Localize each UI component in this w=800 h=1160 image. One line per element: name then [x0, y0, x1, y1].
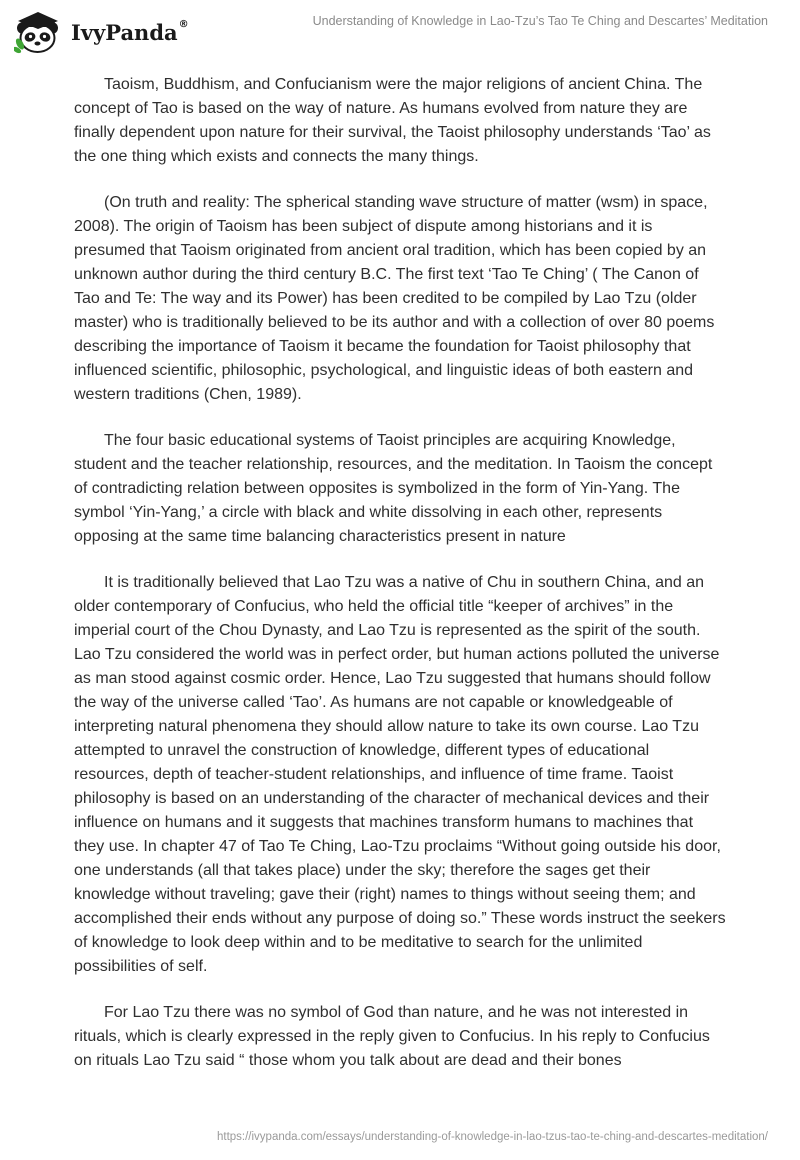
paragraph: (On truth and reality: The spherical standing wave structure of matter (wsm) in space, 2008). The origin of Taoism has been subject of dispute among historians and it is presumed that Taoism originated from ancient oral tradition, which has been copied by an unknown author during the third century B.C. The first text ‘Tao Te Ching’ ( The Canon of Tao and Te: The way and its Power) has been credited to be compiled by Lao Tzu (older master) who is traditionally believed to be its author and with a collection of over 80 poems describing the importance of Taoism it became the foundation for Taoist philosophy that influenced scientific, philosophic, psychological, and linguistic ideas of both eastern and western traditions (Chen, 1989).	[74, 194, 715, 403]
essay-body	[74, 73, 726, 1095]
paragraph: The four basic educational systems of Taoist principles are acquiring Knowledge, student and the teacher relationship, resources, and the meditation. In Taoism the concept of contradicting relation between opposites is symbolized in the form of Yin-Yang. The symbol ‘Yin-Yang,’ a circle with black and white dissolving in each other, represents opposing at the same time balancing characteristics present in nature	[74, 432, 713, 545]
panda-graduation-cap-icon	[14, 8, 66, 54]
paragraph: It is traditionally believed that Lao Tzu was a native of Chu in southern China, and an older contemporary of Confucius, who held the official title “keeper of archives” in the imperial court of the Chou Dynasty, and Lao Tzu is represented as the spirit of the south. Lao Tzu considered the world was in perfect order, but human actions polluted the universe as man stood against cosmic order. Hence, Lao Tzu suggested that humans should follow the way of the universe called ‘Tao’. As humans are not capable or knowledgeable of interpreting natural phenomena they should allow nature to take its own course. Lao Tzu attempted to unravel the construction of knowledge, different types of educational resources, depth of teacher-student relationships, and influence of time frame. Taoist philosophy is based on an understanding of the character of mechanical devices and their influence on humans and it suggests that machines transform humans to machines that they use. In chapter 47 of Tao Te Ching, Lao-Tzu proclaims “Without going outside his door, one understands (all that takes place) under the sky; therefore the sages get their knowledge without traveling; gave their (right) names to things without seeing them; and accomplished their ends without any purpose of doing so.” These words instruct the seekers of knowledge to look deep within and to be meditative to search for the unlimited possibilities of self.	[74, 574, 726, 975]
trademark-symbol: ®	[178, 19, 189, 30]
ivypanda-logo[interactable]	[14, 8, 214, 56]
page-header	[0, 0, 800, 60]
brand-name: IvyPanda®	[71, 19, 189, 45]
document-title: Understanding of Knowledge in Lao-Tzu’s Tao Te Ching and Descartes’ Meditation	[312, 14, 768, 28]
paragraph: Taoism, Buddhism, and Confucianism were the major religions of ancient China. The concept of Tao is based on the way of nature. As humans evolved from nature they are finally dependent upon nature for their survival, the Taoist philosophy understands ‘Tao’ as the one thing which exists and connects the many things.	[74, 76, 711, 165]
source-url-link[interactable]: https://ivypanda.com/essays/understanding-of-knowledge-in-lao-tzus-tao-te-ching-and-descartes-meditation/	[216, 1131, 768, 1143]
paragraph: For Lao Tzu there was no symbol of God than nature, and he was not interested in rituals, which is clearly expressed in the reply given to Confucius. In his reply to Confucius on rituals Lao Tzu said “ those whom you talk about are dead and their bones	[74, 1004, 710, 1069]
